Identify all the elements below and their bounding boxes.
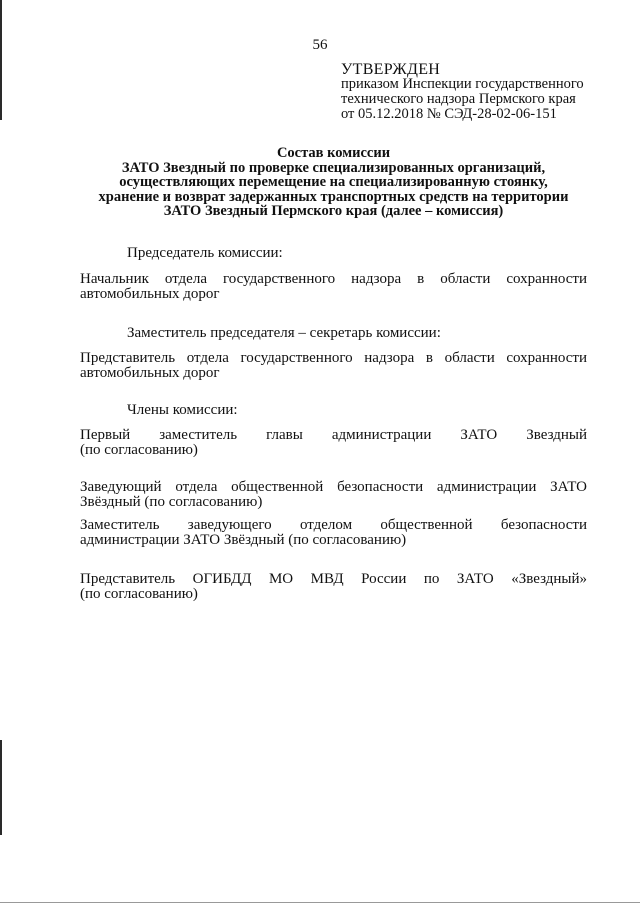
entry-line: Представитель ОГИБДД МО МВД России по ЗАТО «Звездный» <box>80 571 587 587</box>
chairman-label: Председатель комиссии: <box>127 245 283 261</box>
entry-line: администрации ЗАТО Звёздный (по согласованию) <box>80 531 407 548</box>
approval-line: технического надзора Пермского края <box>341 91 576 107</box>
entry-line: автомобильных дорог <box>80 364 220 381</box>
left-margin-rule-bottom <box>0 740 2 835</box>
entry-line: Заместитель заведующего отделом общественной безопасности <box>80 517 587 533</box>
members-label: Члены комиссии: <box>127 402 238 418</box>
title-line: Состав комиссии <box>276 145 391 161</box>
entry-line: Звёздный (по согласованию) <box>80 493 263 510</box>
member-entry <box>80 480 587 509</box>
chairman-entry <box>80 272 587 301</box>
entry-line: (по согласованию) <box>80 441 198 458</box>
approval-line: приказом Инспекции государственного <box>341 76 584 92</box>
entry-line: автомобильных дорог <box>80 285 220 302</box>
title-line: ЗАТО Звездный Пермского края (далее – комиссия) <box>163 203 504 219</box>
entry-line: Заведующий отдела общественной безопасности администрации ЗАТО <box>80 479 587 495</box>
member-entry <box>80 428 587 457</box>
deputy-entry <box>80 351 587 380</box>
entry-line: Первый заместитель главы администрации ЗАТО Звездный <box>80 427 587 443</box>
title-line: ЗАТО Звездный по проверке специализированных организаций, <box>121 159 546 176</box>
title-line: осуществляющих перемещение на специализированную стоянку, <box>119 174 548 190</box>
left-margin-rule-top <box>0 0 2 120</box>
member-entry <box>80 572 587 601</box>
member-entry <box>80 518 587 547</box>
approval-word: УТВЕРЖДЕН <box>341 61 441 78</box>
approval-line: от 05.12.2018 № СЭД-28-02-06-151 <box>341 106 557 122</box>
entry-line: Представитель отдела государственного надзора в области сохранности <box>80 350 587 366</box>
deputy-label: Заместитель председателя – секретарь комиссии: <box>127 325 441 341</box>
approval-stamp <box>341 62 584 122</box>
page-bottom-edge <box>0 902 640 903</box>
document-title <box>80 146 587 219</box>
entry-line: (по согласованию) <box>80 585 198 602</box>
entry-line: Начальник отдела государственного надзора в области сохранности <box>80 271 587 287</box>
title-line: хранение и возврат задержанных транспортных средств на территории <box>98 188 569 205</box>
page-number: 56 <box>312 37 328 53</box>
